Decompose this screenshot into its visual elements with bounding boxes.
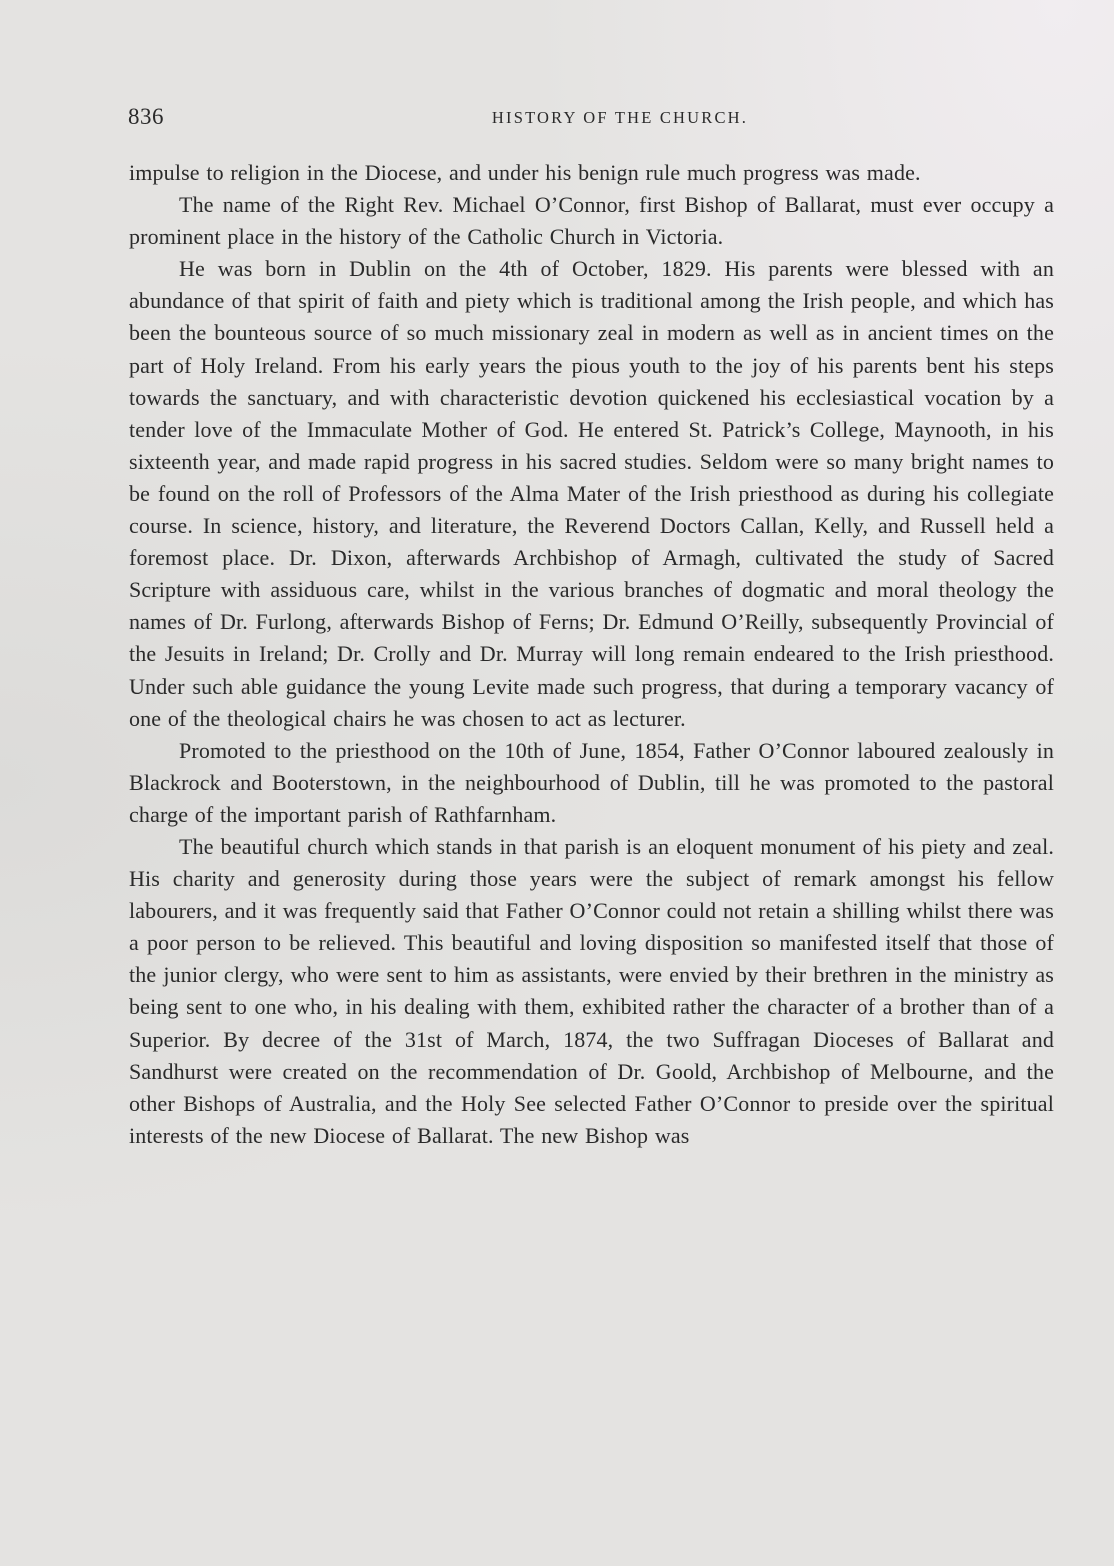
paragraph: He was born in Dublin on the 4th of October, 1829. His parents were blessed with an abundance of that spirit of faith and piety which is traditional among the Irish people, and which has been the bounteous source of so much missionary zeal in modern as well as in ancient times on the part of Holy Ireland. From his early years the pious youth to the joy of his parents bent his steps towards the sanctuary, and with characteristic devotion quickened his ecclesiastical vocation by a tender love of the Immaculate Mother of God. He entered St. Patrick’s College, Maynooth, in his sixteenth year, and made rapid progress in his sacred studies. Seldom were so many bright names to be found on the roll of Professors of the Alma Mater of the Irish priesthood as during his collegiate course. In science, history, and literature, the Reverend Doctors Callan, Kelly, and Russell held a foremost place. Dr. Dixon, afterwards Archbishop of Armagh, cultivated the study of Sacred Scripture with assiduous care, whilst in the various branches of dogmatic and moral theology the names of Dr. Furlong, afterwards Bishop of Ferns; Dr. Edmund O’Reilly, subsequently Provincial of the Jesuits in Ireland; Dr. Crolly and Dr. Murray will long remain endeared to the Irish priesthood. Under such able guidance the young Levite made such progress, that during a temporary vacancy of one of the theological chairs he was chosen to act as lecturer. xyxy=(129,256,1054,731)
paragraph: The name of the Right Rev. Michael O’Connor, first Bishop of Ballarat, must ever occupy a prominent place in the history of the Catholic Church in Victoria. xyxy=(129,192,1054,250)
paragraph: The beautiful church which stands in that parish is an eloquent monument of his piety and zeal. His charity and generosity during those years were the subject of remark amongst his fellow labourers, and it was frequently said that Father O’Connor could not retain a shilling whilst there was a poor person to be relieved. This beautiful and loving disposition so manifested itself that those of the junior clergy, who were sent to him as assistants, were envied by their brethren in the ministry as being sent to one who, in his dealing with them, exhibited rather the character of a brother than of a Superior. By decree of the 31st of March, 1874, the two Suffragan Dioceses of Ballarat and Sandhurst were created on the recommendation of Dr. Goold, Archbishop of Melbourne, and the other Bishops of Australia, and the Holy See selected Father O’Connor to preside over the spiritual interests of the new Diocese of Ballarat. The new Bishop was xyxy=(129,833,1054,1148)
running-title: HISTORY OF THE CHURCH. xyxy=(491,108,749,127)
body-text xyxy=(129,157,1054,1152)
paragraph: Promoted to the priesthood on the 10th of June, 1854, Father O’Connor laboured zealously in Blackrock and Booterstown, in the neighbourhood of Dublin, till he was promoted to the pastoral charge of the important parish of Rathfarnham. xyxy=(129,737,1054,827)
running-head xyxy=(128,104,1056,136)
page-number: 836 xyxy=(128,104,164,129)
paragraph-continued: impulse to religion in the Diocese, and under his benign rule much progress was made. xyxy=(129,160,921,185)
